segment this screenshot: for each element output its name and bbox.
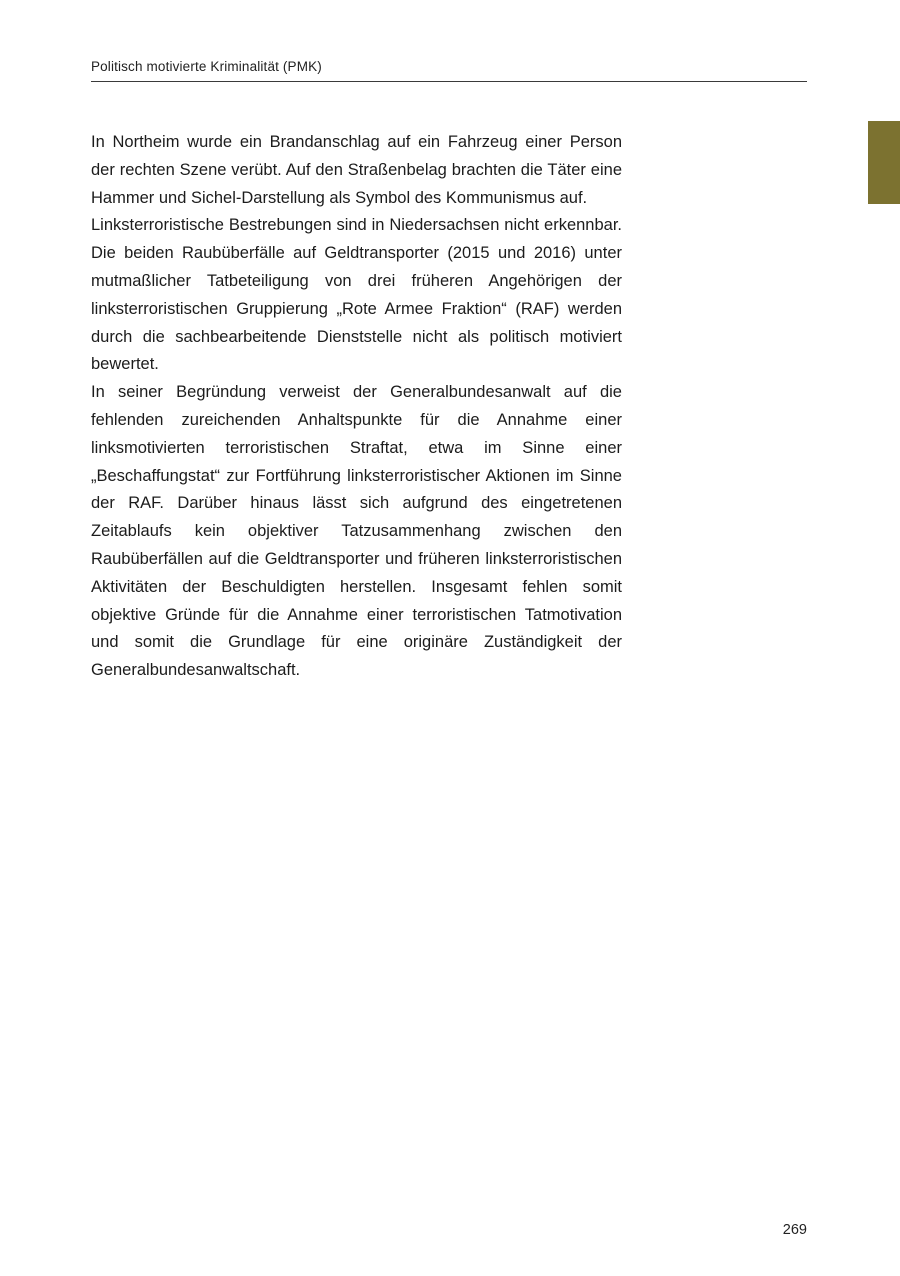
body-text (91, 129, 622, 685)
paragraph-federal-prosecutor-reasoning: In seiner Begründung verweist der Generalbundesanwalt auf die fehlenden zureichenden Anhaltspunkte für die Annahme einer linksmotivierten terroristischen Straftat, etwa im Sinne einer „Beschaffungstat“ zur Fortführung linksterroristischer Aktionen im Sinne der RAF. Darüber hinaus lässt sich aufgrund des eingetretenen Zeitablaufs kein objektiver Tatzusammenhang zwischen den Raubüberfällen auf die Geldtransporter und früheren linksterroristischen Aktivitäten der Beschuldigten herstellen. Insgesamt fehlen somit objektive Gründe für die Annahme einer terroristischen Tatmotivation und somit die Grundlage für eine originäre Zuständigkeit der Generalbundesanwaltschaft. (91, 383, 622, 680)
paragraph-northeim-incident: In Northeim wurde ein Brandanschlag auf ein Fahrzeug einer Person der rechten Szene verübt. Auf den Straßenbelag brachten die Täter eine Hammer und Sichel-Darstellung als Symbol des Kommunismus auf. (91, 133, 622, 207)
running-header: Politisch motivierte Kriminalität (PMK) (91, 59, 807, 82)
page-number: 269 (782, 1222, 807, 1238)
paragraph-left-terrorism: Linksterroristische Bestrebungen sind in Niedersachsen nicht erkennbar. Die beiden Raubüberfälle auf Geldtransporter (2015 und 2016) unter mutmaßlicher Tatbeteiligung von drei früheren Angehörigen der linksterroristischen Gruppierung „Rote Armee Fraktion“ (RAF) werden durch die sachbearbeitende Dienststelle nicht als politisch motiviert bewertet. (91, 216, 622, 374)
chapter-tab-marker (868, 121, 900, 204)
